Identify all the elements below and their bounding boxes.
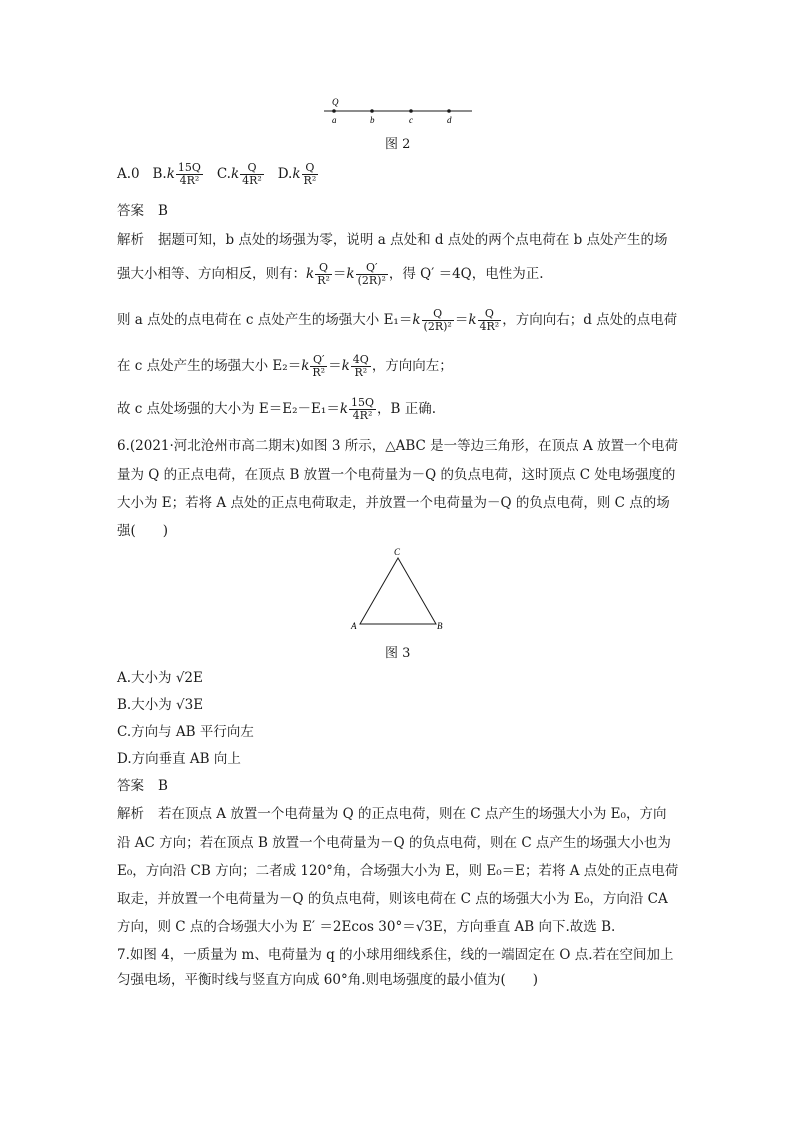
q5-analysis-line5: 故 c 点处场强的大小为 E＝E₂－E₁＝k $\frac{15Q}{\text{4R²}}$ ，B 正确. xyxy=(117,396,437,422)
q6-option-a: A.大小为 √2E xyxy=(117,670,203,686)
option-b-frac: $\frac{15Q}{\text{4R²}}$ xyxy=(177,161,201,187)
option-d-frac: $\frac{Q}{\text{R²}}$ xyxy=(303,161,317,187)
q6-analysis-line4: 取走，并放置一个电荷量为－Q 的负点电荷，则该电荷在 C 点的场强大小为 E₀，方向沿 CA xyxy=(117,891,668,907)
q6-answer xyxy=(117,772,682,801)
answer-value: B xyxy=(158,778,168,794)
q5-answer xyxy=(117,197,682,226)
point-b xyxy=(370,109,374,113)
q7-stem-line2: 匀强电场，平衡时线与竖直方向成 60°角.则电场强度的最小值为( ) xyxy=(117,972,539,988)
q6-stem-line3: 大小为 E；若将 A 点处的正点电荷取走，并放置一个电荷量为－Q 的负点电荷，则 C 点的场 xyxy=(117,495,670,511)
analysis-label: 解析 xyxy=(117,232,144,248)
analysis-label: 解析 xyxy=(117,806,144,822)
q6-stem-line4: 强( ) xyxy=(117,523,169,539)
option-c-frac: $\frac{Q}{\text{4R²}}$ xyxy=(242,161,262,187)
q6-option-d: D.方向垂直 AB 向上 xyxy=(117,751,241,767)
q5-analysis-line3: 则 a 点处的点电荷在 c 点处产生的场强大小 E₁＝k $\frac{Q}{\text{(2R)²}}$ ＝k $\frac{Q}{\text{4R²}}$ ，方向向右；d 点处的点电荷 xyxy=(117,307,678,333)
answer-label: 答案 xyxy=(117,778,144,794)
q5-analysis-line4: 在 c 点处产生的场强大小 E₂＝k $\frac{Q'}{\text{R²}}$ ＝k $\frac{4Q}{\text{R²}}$ ，方向向左； xyxy=(117,353,453,379)
q6-analysis-line1: 解析 若在顶点 A 放置一个电荷量为 Q 的正点电荷，则在 C 点产生的场强大小为 E₀，方向 xyxy=(117,806,667,822)
label-b: b xyxy=(370,115,375,125)
answer-label: 答案 xyxy=(117,203,144,219)
label-c: c xyxy=(409,115,413,125)
option-b-prefix: B. xyxy=(152,166,167,182)
charge-label: Q xyxy=(332,97,339,107)
q6-analysis-line2: 沿 AC 方向；若在顶点 B 放置一个电荷量为－Q 的负点电荷，则在 C 点产生的场强大小也为 xyxy=(117,835,671,851)
label-d: d xyxy=(447,115,452,125)
figure-2-caption: 图 2 xyxy=(385,137,411,152)
q6-analysis-line3: E₀，方向沿 CB 方向；二者成 120°角，合场强大小为 E，则 E₀＝E；若将 A 点处的正点电荷 xyxy=(117,863,679,879)
point-d xyxy=(447,109,451,113)
label-a: a xyxy=(332,115,337,125)
label-C: C xyxy=(394,547,401,557)
label-A: A xyxy=(351,621,357,631)
point-c xyxy=(409,109,413,113)
figure-3-triangle xyxy=(348,544,448,634)
q7-stem-line1: 7.如图 4，一质量为 m、电荷量为 q 的小球用细线系住，线的一端固定在 O 点.若在空间加上 xyxy=(117,947,674,963)
option-c-prefix: C. xyxy=(216,166,231,182)
q6-option-b: B.大小为 √3E xyxy=(117,697,204,713)
q6-stem-line2: 量为 Q 的正点电荷，在顶点 B 放置一个电荷量为－Q 的负点电荷，这时顶点 C 处电场强度的 xyxy=(117,467,676,483)
option-a: A.0 xyxy=(117,166,140,182)
q6-option-c: C.方向与 AB 平行向左 xyxy=(117,724,254,740)
figure-2-diagram xyxy=(322,94,474,126)
point-a xyxy=(332,109,336,113)
q6-analysis-line5: 方向，则 C 点的合场强大小为 E′ ＝2Ecos 30°＝√3E，方向垂直 AB 向下.故选 B. xyxy=(117,919,616,935)
figure-3-caption: 图 3 xyxy=(385,646,411,661)
q5-options: A.0 B.k $\frac{15Q}{\text{4R²}}$ C.k $\frac{Q}{\text{4R²}}$ D.k $\frac{Q}{\text{R²}}$ xyxy=(117,161,317,187)
q6-stem-line1: 6.(2021·河北沧州市高二期末)如图 3 所示，△ABC 是一等边三角形，在顶点 A 放置一个电荷 xyxy=(117,438,678,454)
q5-analysis-line1: 解析 据题可知，b 点处的场强为零，说明 a 点处和 d 点处的两个点电荷在 b 点处产生的场 xyxy=(117,232,668,248)
answer-value: B xyxy=(158,203,168,219)
label-B: B xyxy=(437,621,443,631)
q5-analysis-line2: 强大小相等、方向相反，则有：k $\frac{Q}{\text{R²}}$ ＝k $\frac{Q'}{\text{(2R)²}}$ ，得 Q′ ＝4Q，电性为正. xyxy=(117,261,544,287)
triangle-abc xyxy=(360,558,436,624)
option-d-prefix: D. xyxy=(277,166,293,182)
